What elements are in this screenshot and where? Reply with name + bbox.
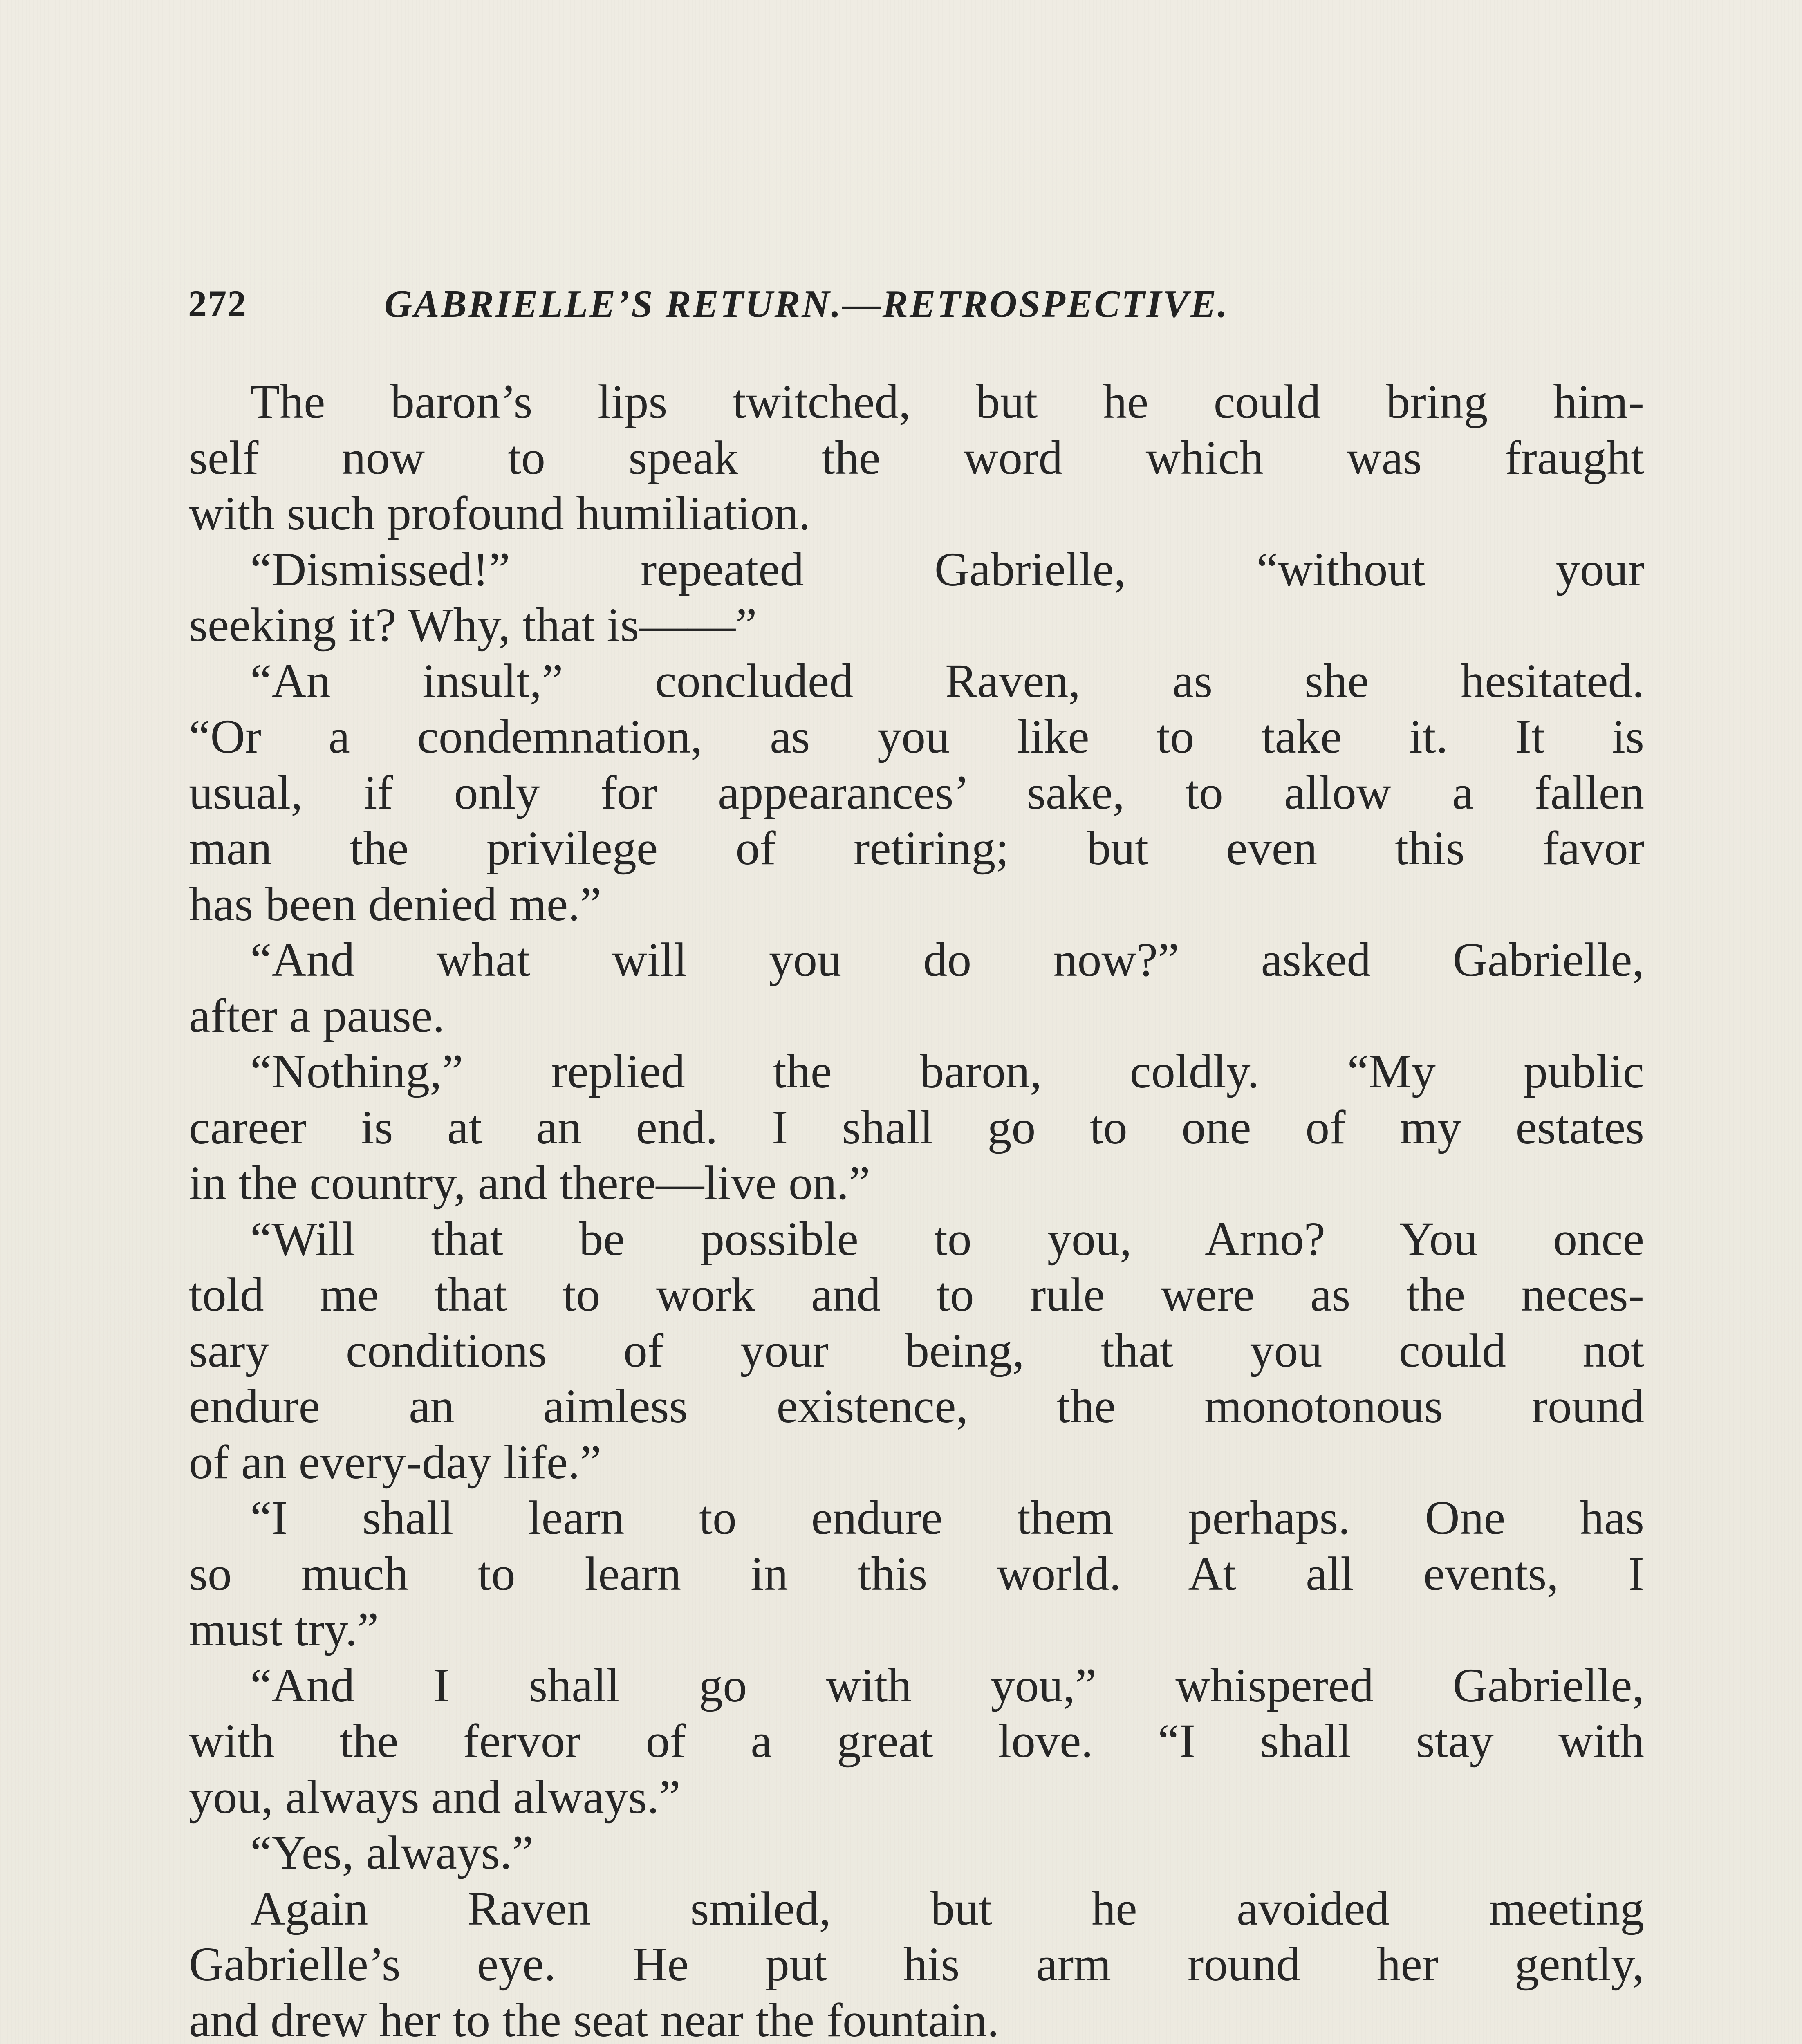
- text-line: self now to speak the word which was fraught: [189, 430, 1644, 484]
- body-text: [189, 374, 1644, 2044]
- text-line: man the privilege of retiring; but even this favor: [189, 821, 1644, 875]
- page-header: [188, 282, 1643, 331]
- text-line: of an every-day life.”: [189, 1435, 601, 1489]
- text-line: with the fervor of a great love. “I shall stay with: [189, 1714, 1644, 1768]
- text-line: must try.”: [189, 1602, 379, 1656]
- text-line: “An insult,” concluded Raven, as she hesitated.: [250, 654, 1644, 708]
- text-line: “Nothing,” replied the baron, coldly. “My public: [250, 1044, 1644, 1098]
- page-number: 272: [188, 283, 247, 325]
- text-line: “And what will you do now?” asked Gabrielle,: [250, 933, 1644, 986]
- text-line: “Dismissed!” repeated Gabrielle, “without your: [250, 542, 1644, 596]
- text-line: in the country, and there—live on.”: [189, 1156, 870, 1210]
- text-line: “Or a condemnation, as you like to take it. It is: [189, 710, 1644, 763]
- text-line: with such profound humiliation.: [189, 486, 811, 540]
- text-line: so much to learn in this world. At all events, I: [189, 1546, 1644, 1600]
- text-line: Gabrielle’s eye. He put his arm round her gently,: [189, 1937, 1644, 1991]
- text-line: Again Raven smiled, but he avoided meeting: [250, 1881, 1644, 1935]
- text-line: after a pause.: [189, 988, 445, 1042]
- text-line: sary conditions of your being, that you could not: [189, 1323, 1644, 1377]
- text-line: “Will that be possible to you, Arno? You once: [250, 1212, 1644, 1266]
- text-line: usual, if only for appearances’ sake, to allow a fallen: [189, 765, 1644, 819]
- text-line: and drew her to the seat near the fountain.: [189, 1993, 1000, 2044]
- text-line: you, always and always.”: [189, 1770, 681, 1824]
- text-line: told me that to work and to rule were as the neces-: [189, 1268, 1644, 1321]
- text-line: career is at an end. I shall go to one of my estates: [189, 1100, 1644, 1154]
- text-line: “And I shall go with you,” whispered Gabrielle,: [250, 1658, 1644, 1712]
- text-line: “I shall learn to endure them perhaps. One has: [250, 1491, 1644, 1544]
- text-line: “Yes, always.”: [250, 1826, 533, 1879]
- running-head: GABRIELLE’S RETURN.—RETROSPECTIVE.: [384, 283, 1229, 325]
- text-line: endure an aimless existence, the monotonous round: [189, 1379, 1644, 1433]
- text-line: The baron’s lips twitched, but he could bring him-: [250, 375, 1644, 428]
- text-line: seeking it? Why, that is——”: [189, 598, 757, 652]
- text-line: has been denied me.”: [189, 877, 602, 931]
